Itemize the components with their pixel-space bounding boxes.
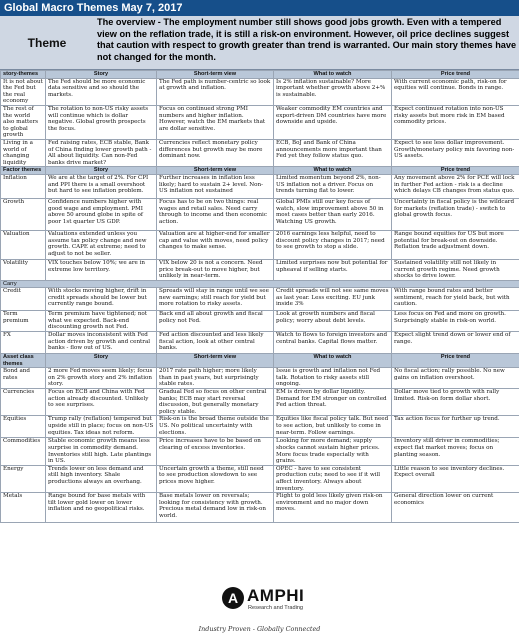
watch-cell: Is 2% inflation sustainable? More important whether growth above 2+% is sustainable. — [274, 78, 392, 105]
story-cell: VIX touches below 10%; we are in extreme low territory. — [46, 259, 157, 280]
overview-text: The overview - The employment number still shows good jobs growth. Even with a tempered view on the reflation trade, it is still a risk-on environment. However, oil price declines suggest that caution with respect to growth greater than trend is warranted. Our main story themes have not changed for the month. — [97, 17, 517, 62]
table-row — [1, 288, 519, 311]
section-header-row — [1, 354, 519, 368]
price-trend-cell: Uncertainty in fiscal policy is the wildcard for markets (reflation trade) - switch to global growth focus. — [392, 198, 519, 230]
logo-mark-icon: A — [222, 587, 244, 609]
story-cell: Trump rally (reflation) tempered but upside still in place; focus on non-US equities. Tax ideas not reform. — [46, 416, 157, 438]
logo-subtitle: Research and Trading — [248, 605, 304, 611]
watch-cell: EM is driven by dollar liquidity. Demand for EM stronger on controlled Fed action threat. — [274, 389, 392, 416]
theme-label: Theme — [27, 35, 67, 50]
story-cell: We are at the target of 2%. For CPI and PPI there is a small overshoot but hard to see inflation problem. — [46, 174, 157, 198]
watch-cell: ECB, BoJ and Bank of China announcements more important than Fed yet they follow status quo. — [274, 139, 392, 166]
column-header-short-term: Short-term view — [157, 71, 274, 79]
theme-overview-block — [0, 16, 519, 70]
watch-cell: Looking for more demand; supply shocks cannot sustain higher prices. More focus trade especially with grains. — [274, 438, 392, 465]
short-term-cell: Base metals lower on reversals; looking for consistency with growth. Precious metal demand low in risk-on world. — [157, 493, 274, 523]
price-trend-cell: Range bound equities for US but more potential for break-out on downside. Reflation trade adjustment down. — [392, 230, 519, 259]
price-trend-cell: Inventory still driver in commodities; expect flat market moves; focus on planting season. — [392, 438, 519, 465]
table-row — [1, 139, 519, 166]
row-label: FX — [1, 332, 46, 354]
row-label: Bond and rates — [1, 368, 46, 389]
column-header-short-term: Short-term view — [157, 167, 274, 175]
row-label: Credit — [1, 288, 46, 311]
watch-cell: Equities like fiscal policy talk. But need to see action, but unlikely to come in near-term. Follow earnings. — [274, 416, 392, 438]
price-trend-cell: General direction lower on current economics — [392, 493, 519, 523]
row-label: Term premium — [1, 311, 46, 332]
page-title: Global Macro Themes May 7, 2017 — [0, 0, 519, 16]
story-cell: Fed raising rates, ECB stable, Bank of China finding lower growth path - All about liquidity. Can non-Fed banks drive market? — [46, 139, 157, 166]
column-header-story: Story — [46, 71, 157, 79]
price-trend-cell: Less focus on Fed and more on growth. Surprisingly stable in risk-on world. — [392, 311, 519, 332]
table-row — [1, 230, 519, 259]
table-row — [1, 493, 519, 523]
story-cell: 2 more Fed moves seem likely; focus on 2% growth story and 2% inflation story. — [46, 368, 157, 389]
watch-cell: Weaker commodity EM countries and export-driven DM countries have more downside and upside. — [274, 105, 392, 139]
story-cell: Focus on ECB and China with Fed action already discounted. Unlikely to see surprises. — [46, 389, 157, 416]
watch-cell: Look at growth numbers and fiscal policy; worry about debt levels. — [274, 311, 392, 332]
short-term-cell: Spreads will stay in range until we see new earnings; still reach for yield but more rotation to risky assets. — [157, 288, 274, 311]
short-term-cell: Focus on continued strong PMI numbers and higher inflation. However, watch the EM markets that are dollar sensitive. — [157, 105, 274, 139]
price-trend-cell: With range bound rates and better sentiment, reach for yield back, but with caution. — [392, 288, 519, 311]
amphi-logo — [222, 583, 312, 627]
row-label: Growth — [1, 198, 46, 230]
section-header-row — [1, 71, 519, 79]
table-row — [1, 105, 519, 139]
column-header-price: Price trend — [392, 71, 519, 79]
watch-cell: Credit spreads will not see same moves as last year. Less exciting. EU junk inside 3% — [274, 288, 392, 311]
column-header-short-term: Short-term view — [157, 354, 274, 368]
table-row — [1, 259, 519, 280]
table-row — [1, 311, 519, 332]
price-trend-cell: Any movement above 2% for PCE will lock in further Fed action - risk is a decline which delays CB changes from status quo. — [392, 174, 519, 198]
short-term-cell: The Fed path is number-centric so look at growth and inflation. — [157, 78, 274, 105]
price-trend-cell: No fiscal action; rally possible. No new gains on inflation overshoot. — [392, 368, 519, 389]
story-cell: The rotation to non-US risky assets will continue which is dollar negative. Global growth prospects the focus. — [46, 105, 157, 139]
story-cell: The Fed should be more economic data sensitive and so should the markets. — [46, 78, 157, 105]
row-label: Energy — [1, 465, 46, 492]
price-trend-cell: Expect slight trend down or lower end of range. — [392, 332, 519, 354]
table-row — [1, 389, 519, 416]
row-label: Equities — [1, 416, 46, 438]
story-cell: Stable economic growth means less surprise in commodity demand. Inventories still high. Late plantings in US. — [46, 438, 157, 465]
table-row — [1, 438, 519, 465]
row-label: Commodities — [1, 438, 46, 465]
column-header-price: Price trend — [392, 167, 519, 175]
column-header-watch: What to watch — [274, 167, 392, 175]
carry-subheader: Carry — [1, 280, 519, 288]
table-row — [1, 465, 519, 492]
short-term-cell: 2017 rate path higher; more likely than in past years, but surprisingly stable rates. — [157, 368, 274, 389]
section-name: Factor themes — [1, 167, 46, 175]
story-cell: With stocks moving higher, drift in credit spreads should be lower but currently range bound. — [46, 288, 157, 311]
watch-cell: Limited momentum beyond 2%, non-US inflation not a driver. Focus on trends turning flat to lower. — [274, 174, 392, 198]
watch-cell: Global PMIs still our key focus of watch, slow improvement above 50 in most cases better than early 2016. Watching US growth. — [274, 198, 392, 230]
watch-cell: OPEC - have to see consistent production cuts; need to see if it will affect inventory. Always about inventory. — [274, 465, 392, 492]
watch-cell: Limited surprises now but potential for upheaval if selling starts. — [274, 259, 392, 280]
row-label: Currencies — [1, 389, 46, 416]
short-term-cell: Focus has to be on two things: real wages and retail sales. Need carry through to income and then economic action. — [157, 198, 274, 230]
tagline: Industry Proven - Globally Connected — [198, 625, 321, 633]
column-header-story: Story — [46, 354, 157, 368]
table-row — [1, 368, 519, 389]
price-trend-cell: Tax action focus for further up trend. — [392, 416, 519, 438]
story-cell: Term premium have tightened; not what we expected. Back-end discounting growth not Fed. — [46, 311, 157, 332]
column-header-watch: What to watch — [274, 354, 392, 368]
column-header-story: Story — [46, 167, 157, 175]
price-trend-cell: Sustained volatility still not likely in current growth regime. Need growth shocks to drive lower. — [392, 259, 519, 280]
price-trend-cell: Little reason to see inventory declines. Expect overall — [392, 465, 519, 492]
table-row — [1, 198, 519, 230]
short-term-cell: VIX below 20 is not a concern. Need price break-out to move higher, but unlikely in near-term. — [157, 259, 274, 280]
short-term-cell: Back end all about growth and fiscal policy not Fed. — [157, 311, 274, 332]
short-term-cell: Further increases in inflation less likely; hard to sustain 2+ level. Non-US inflation not sustained — [157, 174, 274, 198]
row-label: Volatility — [1, 259, 46, 280]
short-term-cell: Valuation are at higher-end for smaller cap and value with moves, need policy changes to make sense. — [157, 230, 274, 259]
short-term-cell: Fed action discounted and less likely fiscal action, look at other central banks. — [157, 332, 274, 354]
story-cell: Dollar moves inconsistent with Fed action driven by growth and central banks - flow out of US. — [46, 332, 157, 354]
section-header-row — [1, 167, 519, 175]
short-term-cell: Risk-on is the broad theme outside the US. No political uncertainty with elections. — [157, 416, 274, 438]
themes-table — [0, 70, 519, 523]
short-term-cell: Uncertain growth a theme, still need to see production slowdown to see prices move higher. — [157, 465, 274, 492]
short-term-cell: Gradual Fed so focus on other central banks; ECB may start reversal discussion, but generally monetary policy stable. — [157, 389, 274, 416]
section-name: story-themes — [1, 71, 46, 79]
row-label: Inflation — [1, 174, 46, 198]
section-name: Asset class themes — [1, 354, 46, 368]
price-trend-cell: Expect to see less dollar improvement. Growth/monetary policy mix favoring non-US assets. — [392, 139, 519, 166]
table-row — [1, 332, 519, 354]
watch-cell: Flight to gold less likely given risk-on environment and no major down moves. — [274, 493, 392, 523]
table-row — [1, 416, 519, 438]
price-trend-cell: Dollar move tied to growth with rally limited. Risk-on form dollar short. — [392, 389, 519, 416]
story-cell: Valuations extended unless you assume tax policy change and new growth. CAPE at extreme; need to adjust to not be seller. — [46, 230, 157, 259]
price-trend-cell: Expect continued rotation into non-US risky assets but more risk in EM based commodity prices. — [392, 105, 519, 139]
table-row — [1, 174, 519, 198]
logo-name: AMPHI — [247, 586, 305, 605]
row-label: Metals — [1, 493, 46, 523]
column-header-price: Price trend — [392, 354, 519, 368]
row-label: Living in a world of changing liquidity — [1, 139, 46, 166]
row-label: It is not about the Fed but the real economy — [1, 78, 46, 105]
row-label: Valuation — [1, 230, 46, 259]
row-label: The rest of the world also matters to global growth — [1, 105, 46, 139]
story-cell: Range bound for base metals with tilt lower gold lower on lower inflation and no geopolitical risks. — [46, 493, 157, 523]
watch-cell: Issue is growth and inflation not Fed talk. Rotation to risky assets still ongoing. — [274, 368, 392, 389]
short-term-cell: Currencies reflect monetary policy differences but growth may be more dominant now. — [157, 139, 274, 166]
watch-cell: 2016 earnings less helpful, need to discount policy changes in 2017; need to see growth to stop a slide. — [274, 230, 392, 259]
short-term-cell: Price increases have to be based on clearing of excess inventories. — [157, 438, 274, 465]
carry-subheader-row — [1, 280, 519, 288]
story-cell: Trends lower on less demand and still high inventory. Shale productions always an overhang. — [46, 465, 157, 492]
story-cell: Confidence numbers higher with good wage and employment. PMI above 50 around globe in spite of poor 1st quarter US GDP. — [46, 198, 157, 230]
price-trend-cell: With current economic path, risk-on for equities will continue. Bonds in range. — [392, 78, 519, 105]
watch-cell: Watch to flows to foreign investors and central banks. Capital flows matter. — [274, 332, 392, 354]
column-header-watch: What to watch — [274, 71, 392, 79]
table-row — [1, 78, 519, 105]
